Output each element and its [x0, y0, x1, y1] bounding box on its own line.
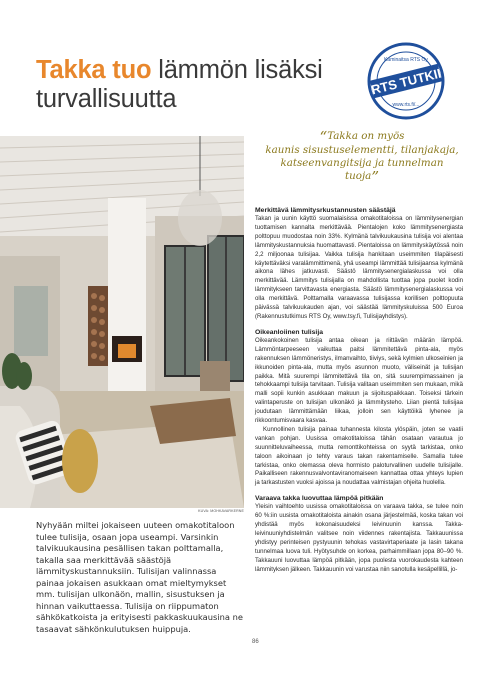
section-savings	[255, 206, 463, 322]
quote-line-1: Takka on myös	[327, 130, 405, 142]
page-number: 86	[252, 639, 259, 645]
section-heading: Merkittävä lämmitysrkustannusten säästäjä	[255, 207, 396, 214]
quote-line-3: katseenvangitsija ja tunnelman tuoja	[280, 157, 444, 182]
section-paragraph: Oikeankokoinen tulisija antaa oikean ja riittävän määrän lämpöä. Lämmöntarpeeseen vaikuttaa paitsi lämmitettävä pinta-ala, myös rakennuksen lämmöneristys, ilmanvaihto, tiiviys, sekä kylmien ulkoseinien ja ikkunoiden pinta-ala, mutta myös asunnon muoto, väliseinät ja tulisijan paikka. Mitä suurempi lämmitettävä tila on, sitä suurempimassainen ja tehokkaampi tulisija tarvitaan. Tulisija valitaan useimmiten sen mukaan, mikä malli sopii kunkin asukkaan makuun ja sijoituspaikkaan. Toiseksi tärkein valintaperuste on tulisijan ulkonäkö ja lämmitysteho. Liian pientä tulisijaa joudutaan lämmittämään liikaa, jolloin sen käyttöikä lyhenee ja rikkoontumisvaara kasvaa.	[255, 336, 463, 425]
quote-line-2: kaunis sisustuselementti, tilanjakaja,	[265, 144, 459, 156]
article-title	[36, 56, 366, 114]
section-paragraph: Kunnollinen tulisija painaa tuhannesta kilosta ylöspäin, joten se vaatii vankan pohjan. Uusissa omakotitaloissa tähän osataan varautua jo suunnitteluvaiheessa, mutta remonttikohteissa on syytä tarkistaa, onko taloon aikoinaan jo tehty varaus takan rakentamiselle. Samalla tulee tarkistaa, onko olemassa oleva hormisto paloturvallinen uudelle tulisijalle. Paikalliseen rakennusvalvontaviranomaiseen kannattaa ottaa yhteys lupien ja tarkastusten vuoksi ajoissa ja noudattaa valmistajan ohjeita huolella.	[255, 425, 463, 487]
title-accent: Takka tuo	[36, 56, 152, 84]
seal-graphic	[367, 42, 445, 120]
fireplace-interior-image	[0, 136, 244, 508]
section-paragraph: Yleisin vaihtoehto uusissa omakotitaloissa on varaava takka, se tulee noin 60 %:iin uusista omakotitaloista ainakin osana järjestelmää, koska takan voi yhdistää myös kokonaisuudeksi leivinuunin kanssa. Takka-leivinuuniyhdistelmän valitsee noin viidennes rakentajista. Takkauunissa yhdistyy perinteisen pystyuunin tehokas vastavirtaperiaate ja lasin takana tunnelmaa luova tuli. Hyötysuhde on korkea, parhaimmillaan jopa 80–90 %. Takkauuni luovuttaa lämpöä pitkään, jopa puolesta vuorokaudesta kahteen lämmityksen jälkeen. Takkauunin voi varustaa niin sanotulla kesäpellillä, jo-	[255, 503, 463, 573]
section-heading: Oikeanloiinen tulisija	[255, 328, 323, 336]
title-rest-1: lämmön lisäksi	[158, 56, 323, 84]
seal-top-text: Kaminaitsa RTS Oy	[384, 57, 428, 63]
open-quote-mark: “	[319, 128, 328, 146]
section-right-fireplace	[255, 328, 463, 488]
article-body-column	[255, 206, 463, 581]
seal-brand: RTS TUTKII	[369, 65, 443, 98]
title-rest-2: turvallisuutta	[36, 85, 177, 113]
close-quote-mark: ”	[371, 168, 379, 186]
rts-seal-logo	[367, 42, 445, 120]
living-room-photo	[0, 136, 244, 508]
photo-credit: KUVA: MOHKAVARKERNE	[198, 509, 244, 513]
pull-quote	[263, 130, 461, 184]
seal-bottom-text: www.rts.fi/...	[392, 102, 420, 108]
section-heading: Varaava takka luovuttaa lämpöä pitkään	[255, 495, 384, 503]
section-storage-fireplace	[255, 494, 463, 574]
section-paragraph: Takan ja uunin käyttö suomalaisissa omakotitaloissa on lämmitysenergian tuottamisen kannalta merkittävää. Pientalojen koko lämmitysenergiasta polttopuu muodostaa noin 33%. Kylmänä talvikuukausina tulisija voi alentaa lämmityskustannuksia huomattavasti. Pientaloissa on lämmityskäytössä noin 2,2 miljoonaa tulisijaa. Vaikka tulisija hankitaan useimmiten tilapäisesti käytettäväksi varalämmittimenä, yhä useampi lämmittää tulisijaansa kylmänä aikona lähes jatkuvasti. Säästö lämmitysenergialaskussa voi olla merkittävää. Lämmitys tulisijalla on mahdollista tuottaa jopa puolet kodin lämmitykseen tarvittavasta energiasta. Säästö lämmitysenergialaskussa voi olla merkittävä. Polttamalla varaavassa tulisijassa korillisen polttopuuta päivässä talvikuukauden ajan, voi säästää lämmityskuluissa 500 Euroa (Rakennustutkimus RTS Oy, www.tsy.fi, Tulisijayhdistys).	[255, 215, 463, 320]
article-lede: Nyhyään miltei jokaiseen uuteen omakotitaloon tulee tulisija, osaan jopa useampi. Varsinkin talvikuukausina pesällisen takan polttamalla, takalla saa merkittävää säästöjä lämmityskustannuksiin. Tulisijan valinnassa painaa jokaisen asukkaan omat mieltymykset mm. tulisijan ulkonäön, mallin, sisustuksen ja hinnan vaikuttaessa. Tulisija on riippumaton sähkökatkoista ja erityisesti pakkaskuukausina ne tasaavat sähkönkulutuksen huippuja.	[36, 520, 243, 634]
